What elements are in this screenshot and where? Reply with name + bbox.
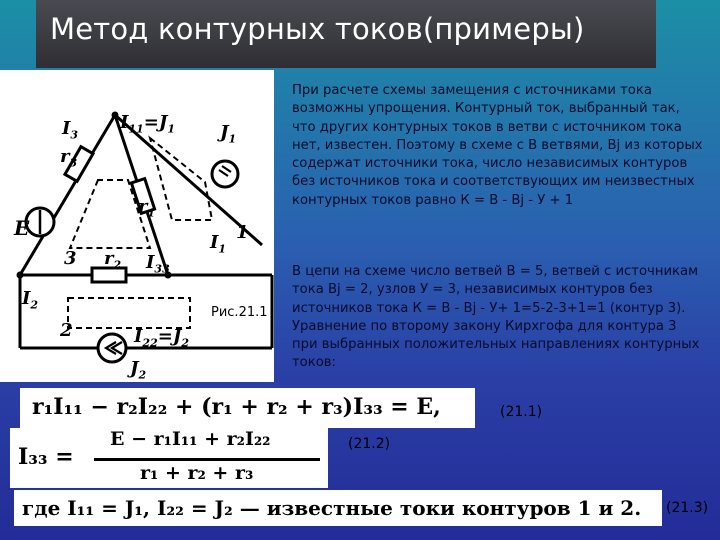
formula-21-2-numerator: E − r₁I₁₁ + r₂I₂₂ xyxy=(110,428,271,450)
formula-21-2 xyxy=(10,428,328,488)
label-contour-2: 2 xyxy=(60,320,73,341)
label-contour-1: 1 xyxy=(236,222,249,243)
formula-21-2-number: (21.2) xyxy=(348,436,391,452)
label-r2: $r_2$ xyxy=(104,248,122,272)
label-contour-3: 3 xyxy=(64,248,77,269)
formula-21-3-text: где I₁₁ = J₁, I₂₂ = J₂ — известные токи контуров 1 и 2. xyxy=(22,496,642,520)
formula-21-1-number: (21.1) xyxy=(500,404,543,420)
formula-21-2-fraction-bar xyxy=(94,458,320,461)
label-j1: $J_1$ xyxy=(220,122,237,146)
formula-21-2-denominator: r₁ + r₂ + r₃ xyxy=(140,462,254,484)
label-i1: $I_1$ xyxy=(210,232,227,256)
loop-1 xyxy=(150,138,212,220)
formula-21-1-text: r₁I₁₁ − r₂I₂₂ + (r₁ + r₂ + r₃)I₃₃ = E, xyxy=(32,394,441,420)
label-j2: $J_2$ xyxy=(130,358,147,382)
label-i22: $I_{22}=J_2$ xyxy=(134,326,189,350)
label-i11: $I_{11}=J_1$ xyxy=(120,112,175,136)
formula-21-3 xyxy=(14,490,662,526)
label-r3: $r_3$ xyxy=(60,146,78,170)
label-i2: $I_2$ xyxy=(22,288,39,312)
paragraph-1: При расчете схемы замещения с источниками тока возможны упрощения. Контурный ток, выбранный так, что других контурных токов в ветви с источником тока нет, известен. Поэтому в схеме с В ветвями, Вj из которых содержат источники тока, число независимых контуров без источников тока и соответствующих им неизвестных контурных токов равно К = В - Вj - У + 1 xyxy=(292,83,703,208)
formula-21-3-number: (21.3) xyxy=(666,500,709,516)
circuit-diagram xyxy=(0,70,274,382)
label-e: E xyxy=(14,216,30,240)
paragraph-2: В цепи на схеме число ветвей В = 5, ветвей с источникам тока Вj = 2, узлов У = 3, независимых контуров без источников тока К = В - Вj - У+ 1=5-2-3+1=1 (контур 3). Уравнение по второму закону Кирхгофа для контура 3 при выбранных положительных направлениях контурных токов: xyxy=(292,264,700,371)
node-top xyxy=(112,112,119,119)
loop-2 xyxy=(68,298,190,328)
formula-21-2-lhs: I₃₃ = xyxy=(18,444,74,470)
node-left xyxy=(17,272,24,279)
page-title: Метод контурных токов(примеры) xyxy=(50,12,585,46)
figure-caption: Рис.21.1 xyxy=(211,305,268,320)
formula-21-1 xyxy=(20,388,475,428)
label-i33: $I_{33}$ xyxy=(146,252,170,276)
label-r1: $r_1$ xyxy=(138,196,156,220)
label-i3: $I_3$ xyxy=(62,118,79,142)
